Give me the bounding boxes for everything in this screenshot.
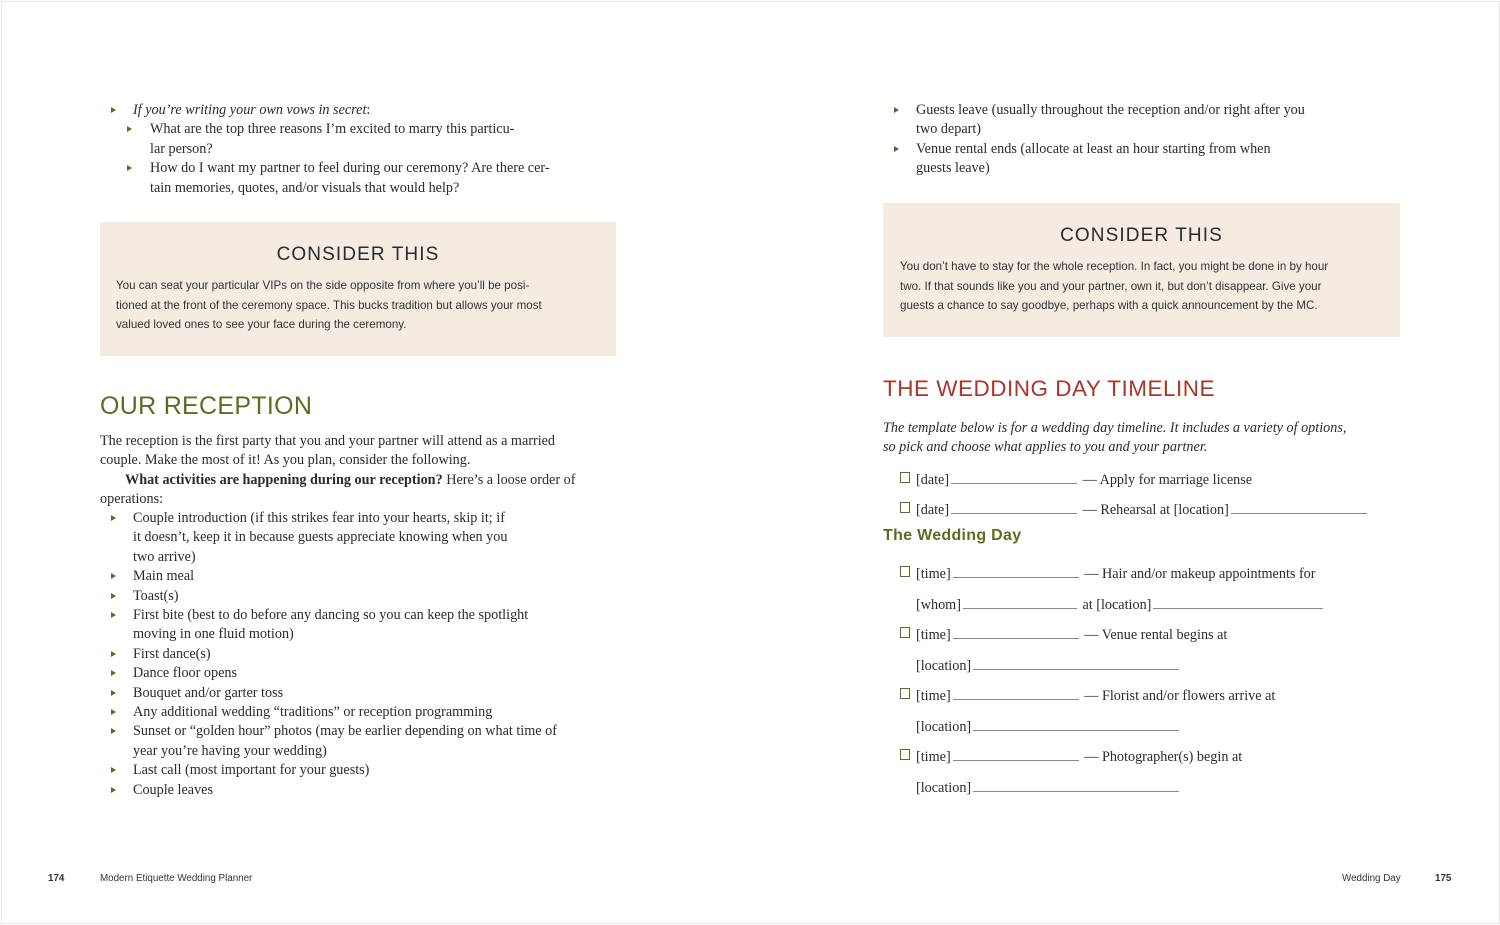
fill-in-line[interactable] [1153, 595, 1323, 609]
list-item: Venue rental ends (allocate at least an hour starting from when [894, 140, 1305, 159]
list-item-continuation: two depart) [916, 121, 982, 138]
list-item: Last call (most important for your guests) [111, 761, 557, 780]
running-footer-book-title: Modern Etiquette Wedding Planner [100, 873, 253, 884]
bullet-arrow-icon [111, 593, 116, 599]
fill-in-line[interactable] [953, 564, 1079, 578]
bullet-arrow-icon [111, 767, 116, 773]
vows-lead-colon: : [366, 102, 371, 118]
consider-this-title: CONSIDER THIS [1060, 225, 1223, 246]
subheading-the-wedding-day: The Wedding Day [883, 527, 1022, 544]
fill-in-line[interactable] [953, 747, 1079, 761]
list-item-continuation: it doesn’t, keep it in because guests appreciate knowing when you [133, 529, 508, 546]
fill-in-line[interactable] [973, 778, 1179, 792]
list-item: Toast(s) [111, 587, 557, 606]
list-item: Main meal [111, 567, 557, 586]
consider-this-box [883, 203, 1400, 337]
consider-this-box [100, 222, 616, 356]
list-item: How do I want my partner to feel during our ceremony? Are there cer- [111, 159, 550, 178]
fill-in-line[interactable] [953, 625, 1079, 639]
list-item: Any additional wedding “traditions” or reception programming [111, 703, 557, 722]
list-item: First dance(s) [111, 645, 557, 664]
checkbox[interactable] [900, 566, 910, 577]
fill-in-line[interactable] [951, 470, 1077, 484]
bullet-arrow-icon [894, 146, 899, 152]
list-item: Guests leave (usually throughout the reception and/or right after you [894, 101, 1305, 120]
fill-in-line[interactable] [951, 500, 1077, 514]
bullet-arrow-icon [111, 709, 116, 715]
consider-this-title: CONSIDER THIS [276, 244, 440, 265]
bullet-arrow-icon [127, 126, 132, 132]
bullet-arrow-icon [111, 573, 116, 579]
list-item [111, 101, 550, 120]
timeline-intro: The template below is for a wedding day timeline. It includes a variety of options, so pick and choose what applies to you and your partner. [883, 420, 1347, 456]
vows-lead: If you’re writing your own vows in secret [133, 102, 367, 118]
departure-list [894, 101, 1305, 179]
bullet-arrow-icon [111, 107, 116, 113]
page-number-left: 174 [48, 873, 65, 884]
fill-in-line[interactable] [953, 686, 1079, 700]
fill-in-line[interactable] [973, 717, 1179, 731]
section-heading-our-reception: OUR RECEPTION [100, 392, 313, 420]
list-item-continuation: two arrive) [133, 548, 196, 565]
checkbox[interactable] [900, 749, 910, 760]
list-item: Couple leaves [111, 781, 557, 800]
list-item-continuation: year you’re having your wedding) [133, 742, 327, 759]
bullet-arrow-icon [111, 612, 116, 618]
checkbox[interactable] [900, 688, 910, 699]
fill-in-line[interactable] [1231, 500, 1367, 514]
bullet-arrow-icon [111, 728, 116, 734]
list-item: Dance floor opens [111, 664, 557, 683]
consider-this-text: You don’t have to stay for the whole reception. In fact, you might be done in by hour two. If that sounds like you and your partner, own it, but don’t disappear. Give your guests a chance to say goodbye, perhaps with a quick announcement by the MC. [900, 260, 1329, 312]
page-number-right: 175 [1435, 873, 1452, 884]
vows-secret-list [111, 101, 550, 198]
checkbox[interactable] [900, 472, 910, 483]
reception-activities-list [111, 509, 557, 800]
bullet-arrow-icon [111, 651, 116, 657]
running-footer-section: Wedding Day [1342, 873, 1401, 884]
bullet-arrow-icon [894, 107, 899, 113]
fill-in-line[interactable] [973, 656, 1179, 670]
list-item-continuation: guests leave) [916, 160, 990, 177]
list-item: Bouquet and/or garter toss [111, 684, 557, 703]
section-heading-wedding-day-timeline: THE WEDDING DAY TIMELINE [883, 376, 1216, 401]
list-item-continuation: moving in one fluid motion) [133, 626, 294, 643]
bullet-arrow-icon [111, 515, 116, 521]
list-item: Sunset or “golden hour” photos (may be earlier depending on what time of [111, 722, 557, 741]
checkbox[interactable] [900, 627, 910, 638]
bullet-arrow-icon [111, 787, 116, 793]
consider-this-text: You can seat your particular VIPs on the side opposite from where you’ll be posi- tioned at the front of the ceremony space. This bucks tradition but allows your most valued loved ones to see your face during the ceremony. [116, 279, 542, 331]
list-item: What are the top three reasons I’m excited to marry this particu- [111, 120, 550, 139]
reception-intro: The reception is the first party that you and your partner will attend as a married couple. Make the most of it! As you plan, consider the following. What activities are happening during our reception? Here’s a loose order of operations: [100, 433, 576, 508]
list-item: First bite (best to do before any dancing so you can keep the spotlight [111, 606, 557, 625]
checkbox[interactable] [900, 502, 910, 513]
reception-question: What activities are happening during our reception? [125, 471, 443, 488]
fill-in-line[interactable] [963, 595, 1077, 609]
list-item-continuation: lar person? [150, 140, 213, 157]
bullet-arrow-icon [111, 670, 116, 676]
list-item: Couple introduction (if this strikes fear into your hearts, skip it; if [111, 509, 557, 528]
bullet-arrow-icon [127, 165, 132, 171]
right-page: Guests leave (usually throughout the reception and/or right after you two depart) Venue rental ends (allocate at least an hour starting from when guests leave) CONSIDER THIS You don’t have to stay for the whole reception. In fact, you might be done in by hour two. If that sounds like you and your partner, own it, but don’t disappear. Give your guests a chance to say goodbye, perhaps with a quick announcement by the MC. THE WEDDING DAY TIMELINE The template below is for a wedding day timeline. It includes a variety of options, so pick and choose what applies to you and your partner. [date] — Apply for marriage license [date] — Rehearsal at [location] The Wedding Day [time] — Hair and/or makeup appointments for [whom] at [location] [time] — Venue rental begins at [location] [time] — Florist and/or flowers arrive at [location] [time] — Photographer(s) begin at [location] Wedding Day 175 [883, 102, 1452, 884]
list-item-continuation: tain memories, quotes, and/or visuals that would help? [150, 179, 460, 196]
bullet-arrow-icon [111, 690, 116, 696]
